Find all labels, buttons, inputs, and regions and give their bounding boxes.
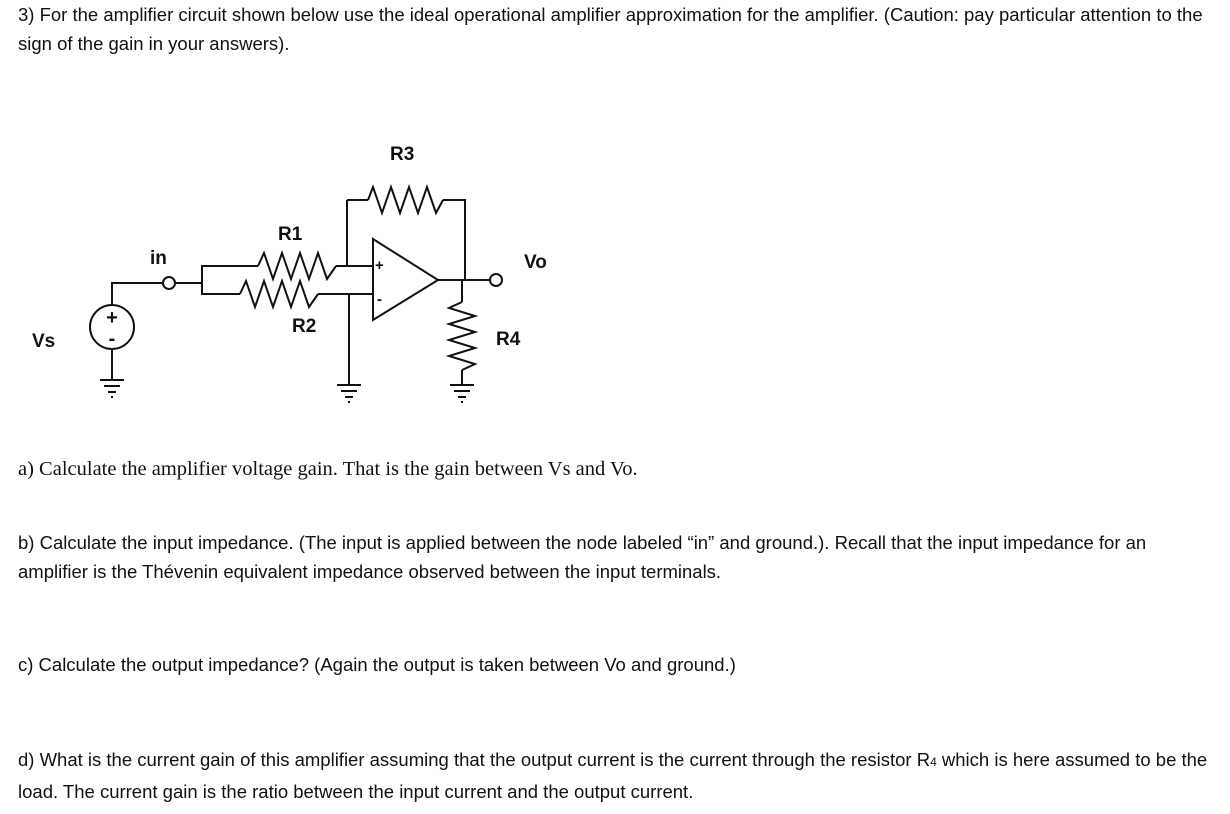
source-plus-sign: + [106, 307, 118, 329]
label-r4: R4 [496, 329, 521, 350]
label-in: in [150, 248, 167, 269]
voltage-source-vs [90, 305, 134, 350]
question-part-b: b) Calculate the input impedance. (The input is applied between the node labeled “in” and ground.). Recall that the input impedance for an amplifier is the Thévenin equivalent impedance observed between the input terminals. [18, 532, 1147, 582]
ground-symbol-opamp [337, 385, 361, 402]
opamp-minus-sign: - [377, 291, 382, 308]
label-r2: R2 [292, 316, 317, 337]
op-amp [373, 239, 438, 320]
output-terminal [490, 274, 502, 286]
wire-source-to-input [112, 283, 162, 305]
ground-symbol-source [100, 380, 124, 397]
wire-in-to-r2 [202, 283, 240, 294]
question-part-d-subscript: 4 [930, 755, 937, 769]
question-part-c: c) Calculate the output impedance? (Again the output is taken between Vo and ground.) [18, 654, 736, 675]
label-r3: R3 [390, 144, 415, 165]
opamp-plus-sign: + [375, 257, 384, 274]
label-vo: Vo [524, 252, 547, 273]
question-part-d-text-end: which is here assumed to be the load. The current gain is the ratio between the input current and the output current. [18, 749, 1208, 802]
ground-symbol-load [450, 385, 474, 402]
label-r1: R1 [278, 224, 303, 245]
source-minus-sign: - [108, 328, 116, 350]
question-part-d [18, 745, 1218, 806]
question-intro: 3) For the amplifier circuit shown below use the ideal operational amplifier approximation for the amplifier. (Caution: pay particular attention to the sign of the gain in your answers). [18, 4, 1203, 54]
resistor-r2 [240, 281, 318, 307]
resistor-r3 [368, 187, 443, 213]
wire-feedback-right [443, 200, 465, 280]
resistor-r4 [449, 302, 475, 370]
input-terminal [163, 277, 175, 289]
question-part-d-text: d) What is the current gain of this amplifier assuming that the output current is the current through the resistor R [18, 749, 931, 770]
resistor-r1 [258, 253, 336, 279]
label-vs: Vs [32, 331, 56, 352]
question-part-a: a) Calculate the amplifier voltage gain. That is the gain between Vs and Vo. [18, 458, 638, 480]
